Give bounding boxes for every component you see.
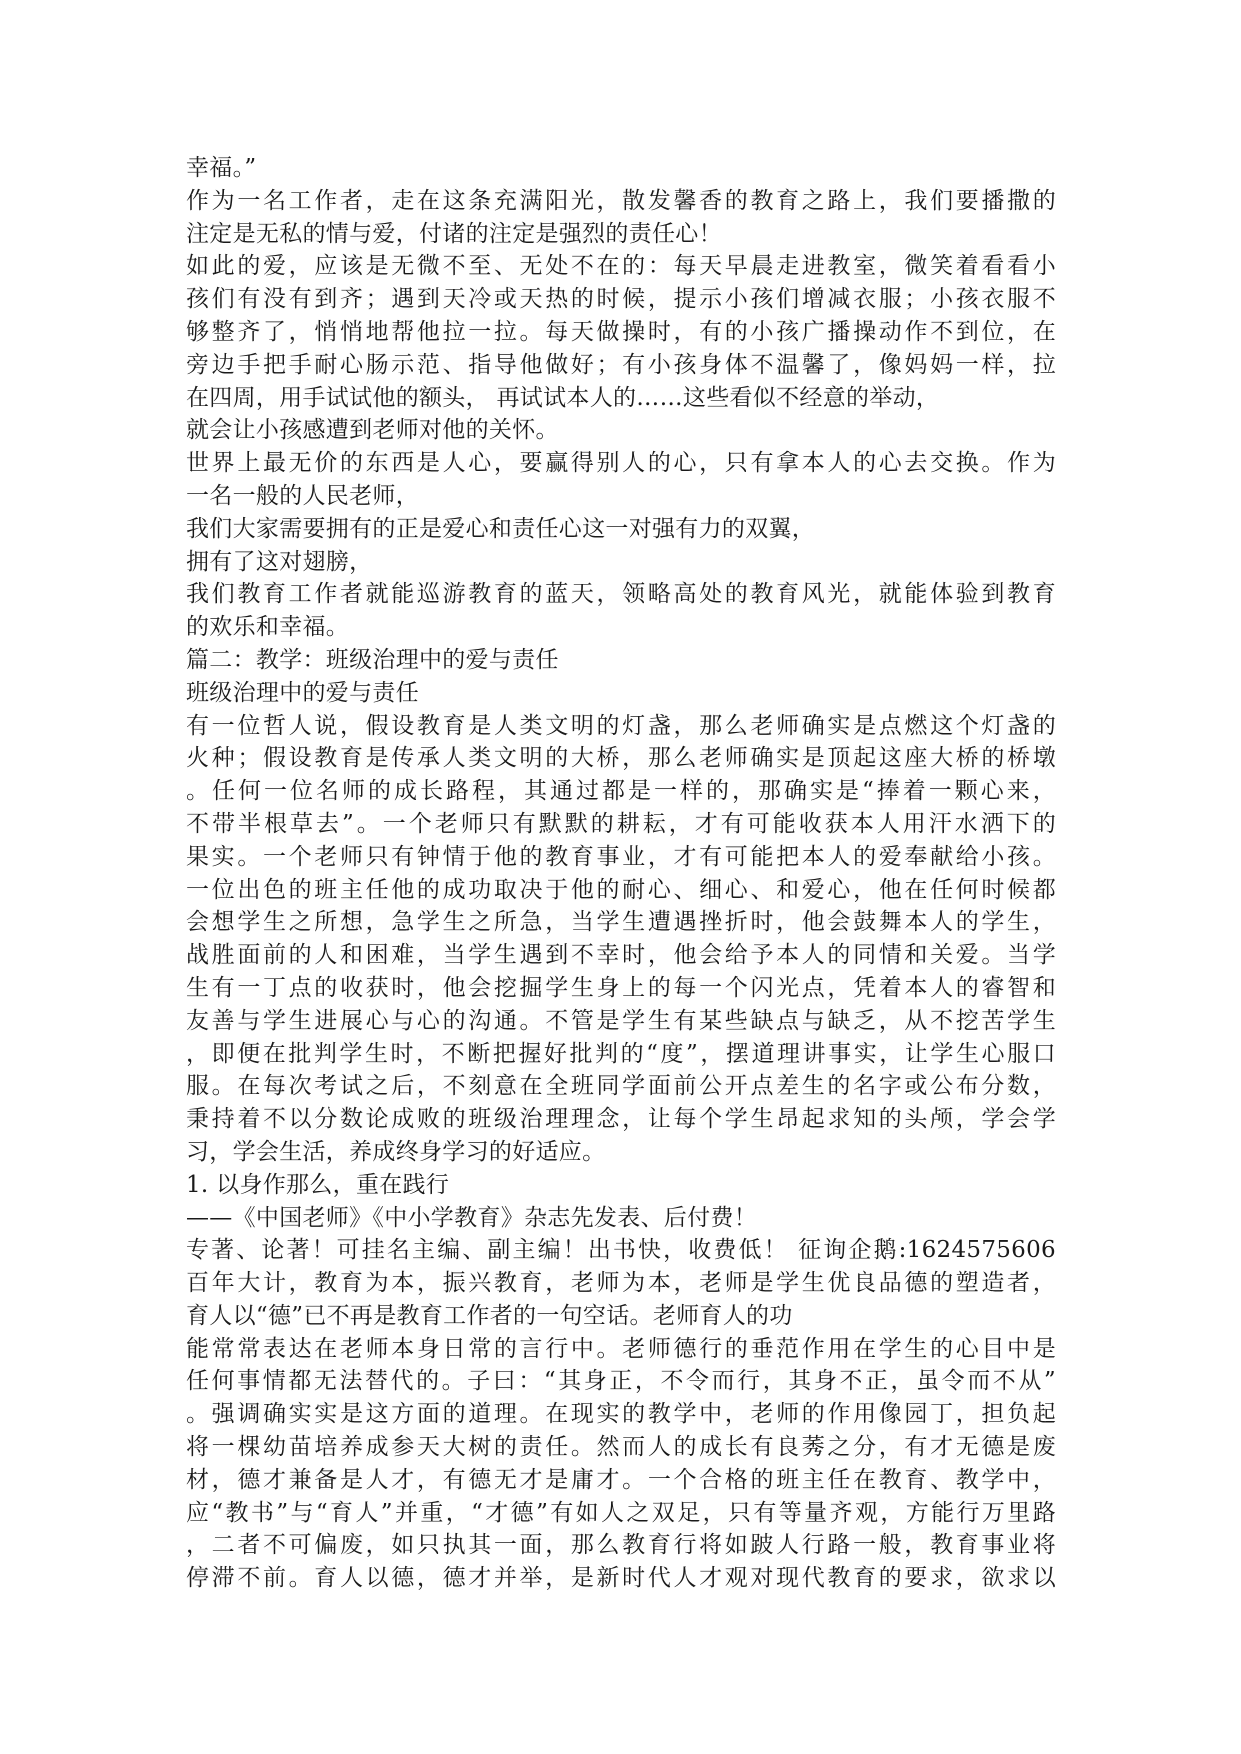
text-line: 我们大家需要拥有的正是爱心和责任心这一对强有力的双翼， bbox=[186, 515, 816, 542]
text-line: 果实。一个老师只有钟情于他的教育事业，才有可能把本人的爱奉献给小孩。 bbox=[186, 843, 1056, 870]
text-line: 旁边手把手耐心肠示范、指导他做好；有小孩身体不温馨了，像妈妈一样，拉 bbox=[186, 351, 1056, 378]
text-line: 就会让小孩感遭到老师对他的关怀。 bbox=[186, 417, 559, 444]
text-line: 一名一般的人民老师， bbox=[186, 482, 419, 509]
text-line: 停滞不前。育人以德，德才并举，是新时代人才观对现代教育的要求，欲求以 bbox=[186, 1565, 1056, 1592]
text-line: 习，学会生活，养成终身学习的好适应。 bbox=[186, 1138, 606, 1165]
text-line: 火种；假设教育是传承人类文明的大桥，那么老师确实是顶起这座大桥的桥墩 bbox=[186, 745, 1056, 772]
text-line: 将一棵幼苗培养成参天大树的责任。然而人的成长有良莠之分，有才无德是废 bbox=[186, 1434, 1056, 1461]
text-line: 的欢乐和幸福。 bbox=[186, 614, 350, 641]
text-line: 育人以“德”已不再是教育工作者的一句空话。老师育人的功 bbox=[186, 1302, 793, 1329]
text-line: 生有一丁点的收获时，他会挖掘学生身上的每一个闪光点，凭着本人的睿智和 bbox=[186, 974, 1056, 1001]
text-line: ，即便在批判学生时，不断把握好批判的“度”，摆道理讲事实，让学生心服口 bbox=[186, 1040, 1056, 1067]
text-line: 够整齐了，悄悄地帮他拉一拉。每天做操时，有的小孩广播操动作不到位，在 bbox=[186, 318, 1056, 345]
text-line: 注定是无私的情与爱，付诸的注定是强烈的责任心！ bbox=[186, 220, 722, 247]
text-line: 材，德才兼备是人才，有德无才是庸才。一个合格的班主任在教育、教学中， bbox=[186, 1466, 1056, 1493]
text-line: 班级治理中的爱与责任 bbox=[186, 679, 419, 706]
text-line: 百年大计，教育为本，振兴教育，老师为本，老师是学生优良品德的塑造者， bbox=[186, 1270, 1056, 1297]
text-line: 服。在每次考试之后，不刻意在全班同学面前公开点差生的名字或公布分数， bbox=[186, 1073, 1056, 1100]
text-line: 应“教书”与“育人”并重，“才德”有如人之双足，只有等量齐观，方能行万里路 bbox=[186, 1499, 1056, 1526]
text-line: 拥有了这对翅膀， bbox=[186, 548, 373, 575]
text-line: 一位出色的班主任他的成功取决于他的耐心、细心、和爱心，他在任何时候都 bbox=[186, 876, 1056, 903]
text-line: 1. 以身作那么，重在践行 bbox=[186, 1171, 450, 1198]
text-line: 能常常表达在老师本身日常的言行中。老师德行的垂范作用在学生的心目中是 bbox=[186, 1335, 1056, 1362]
text-line: 会想学生之所想，急学生之所急，当学生遭遇挫折时，他会鼓舞本人的学生， bbox=[186, 909, 1056, 936]
text-line: 孩们有没有到齐；遇到天冷或天热的时候，提示小孩们增减衣服；小孩衣服不 bbox=[186, 286, 1056, 313]
text-line: ——《中国老师》《中小学教育》杂志先发表、后付费！ bbox=[186, 1204, 757, 1231]
text-line: 世界上最无价的东西是人心，要赢得别人的心，只有拿本人的心去交换。作为 bbox=[186, 450, 1056, 477]
text-line: 专著、论著！可挂名主编、副主编！出书快，收费低！ 征询企鹅:1624575606 bbox=[186, 1237, 1056, 1264]
text-line: 我们教育工作者就能巡游教育的蓝天，领略高处的教育风光，就能体验到教育 bbox=[186, 581, 1056, 608]
text-line: 如此的爱，应该是无微不至、无处不在的：每天早晨走进教室，微笑着看看小 bbox=[186, 253, 1056, 280]
body-text bbox=[186, 152, 1056, 1595]
text-line: 。任何一位名师的成长路程，其通过都是一样的，那确实是“捧着一颗心来， bbox=[186, 778, 1056, 805]
text-line: 在四周，用手试试他的额头， 再试试本人的……这些看似不经意的举动， bbox=[186, 384, 940, 411]
text-line: 任何事情都无法替代的。子曰：“其身正，不令而行，其身不正，虽令而不从” bbox=[186, 1368, 1056, 1395]
text-line: ，二者不可偏废，如只执其一面，那么教育行将如跛人行路一般，教育事业将 bbox=[186, 1532, 1056, 1559]
text-line: 。强调确实实是这方面的道理。在现实的教学中，老师的作用像园丁，担负起 bbox=[186, 1401, 1056, 1428]
text-line: 战胜面前的人和困难，当学生遇到不幸时，他会给予本人的同情和关爱。当学 bbox=[186, 942, 1056, 969]
text-line: 秉持着不以分数论成败的班级治理理念，让每个学生昂起求知的头颅，学会学 bbox=[186, 1106, 1056, 1133]
text-line: 篇二：教学：班级治理中的爱与责任 bbox=[186, 646, 559, 673]
text-line: 作为一名工作者，走在这条充满阳光，散发馨香的教育之路上，我们要播撒的 bbox=[186, 187, 1056, 214]
text-line: 有一位哲人说，假设教育是人类文明的灯盏，那么老师确实是点燃这个灯盏的 bbox=[186, 712, 1056, 739]
text-line: 不带半根草去”。一个老师只有默默的耕耘，才有可能收获本人用汗水洒下的 bbox=[186, 810, 1056, 837]
text-line: 友善与学生进展心与心的沟通。不管是学生有某些缺点与缺乏，从不挖苦学生 bbox=[186, 1007, 1056, 1034]
text-line: 幸福。” bbox=[186, 155, 257, 181]
